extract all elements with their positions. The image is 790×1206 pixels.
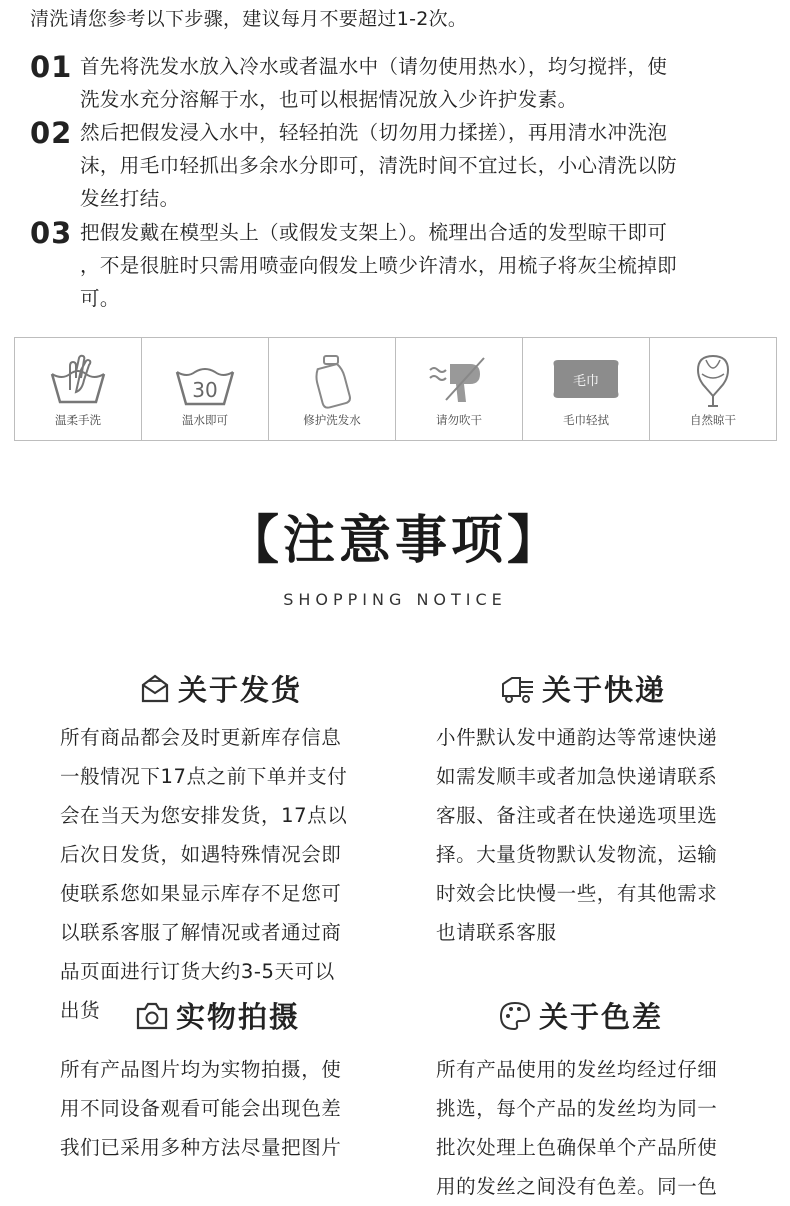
care-towel <box>522 337 650 441</box>
towel-icon <box>548 352 624 408</box>
care-label: 修护洗发水 <box>303 413 361 427</box>
body-line: 出货 <box>60 999 101 1022</box>
step-line: 把假发戴在模型头上（或假发支架上）。梳理出合适的发型晾干即可 <box>80 221 668 244</box>
section-heading-photo <box>134 995 300 1036</box>
body-line: 所有商品都会及时更新库存信息 <box>60 726 342 749</box>
step-line: 然后把假发浸入水中，轻轻拍洗（切勿用力揉搓），再用清水冲洗泡 <box>80 121 668 144</box>
section-heading-color <box>497 995 663 1036</box>
step-number: 01 <box>30 50 73 84</box>
temperature-text: 30 <box>192 378 218 402</box>
care-shampoo <box>268 337 396 441</box>
shampoo-bottle-icon <box>300 352 364 410</box>
step-line: 洗发水充分溶解于水，也可以根据情况放入少许护发素。 <box>80 88 578 111</box>
step-number: 03 <box>30 216 73 250</box>
step-line: 发丝打结。 <box>80 187 180 210</box>
body-line: 所有产品使用的发丝均经过仔细 <box>436 1058 718 1081</box>
hanging-dry-icon <box>688 352 738 410</box>
towel-text: 毛巾 <box>572 374 600 389</box>
body-line: 我们已采用多种方法尽量把图片 <box>60 1136 342 1159</box>
step-text <box>80 50 760 116</box>
notice-subtitle: SHOPPING NOTICE <box>283 590 507 609</box>
section-title: 关于发货 <box>178 673 303 707</box>
body-line: 后次日发货，如遇特殊情况会即 <box>60 843 342 866</box>
package-icon <box>138 672 172 706</box>
care-hand-wash <box>14 337 142 441</box>
section-heading-shipping <box>138 668 302 709</box>
step-text <box>80 216 760 315</box>
body-line: 以联系客服了解情况或者通过商 <box>60 921 342 944</box>
camera-icon <box>134 999 170 1033</box>
step-03 <box>30 216 760 315</box>
palette-icon <box>497 999 533 1033</box>
section-title: 实物拍摄 <box>176 1000 301 1034</box>
delivery-truck-icon <box>500 672 536 706</box>
care-instructions-row <box>14 337 776 441</box>
body-line: 小件默认发中通韵达等常速快递 <box>436 726 718 749</box>
body-line: 时效会比快慢一些，有其他需求 <box>436 882 718 905</box>
section-body-shipping <box>60 718 370 1030</box>
step-text <box>80 116 760 215</box>
intro-text: 清洗请您参考以下步骤，建议每月不要超过1-2次。 <box>30 8 468 30</box>
step-line: 可。 <box>80 287 120 310</box>
body-line: 如需发顺丰或者加急快递请联系 <box>436 765 718 788</box>
section-title: 关于色差 <box>539 1000 664 1034</box>
body-line: 一般情况下17点之前下单并支付 <box>60 765 348 788</box>
step-number: 02 <box>30 116 73 150</box>
care-label: 温柔手洗 <box>55 413 101 427</box>
care-label: 自然晾干 <box>690 413 736 427</box>
step-01 <box>30 50 760 116</box>
care-hang-dry <box>649 337 777 441</box>
step-line: ，不是很脏时只需用喷壶向假发上喷少许清水，用梳子将灰尘梳掉即 <box>80 254 678 277</box>
section-body-express <box>436 718 746 952</box>
care-label: 温水即可 <box>182 413 228 427</box>
step-line: 首先将洗发水放入冷水或者温水中（请勿使用热水），均匀搅拌，使 <box>80 55 668 78</box>
body-line: 用不同设备观看可能会出现色差 <box>60 1097 342 1120</box>
no-hair-dryer-icon <box>424 352 494 408</box>
section-title: 关于快递 <box>542 673 667 707</box>
section-body-photo <box>60 1050 370 1167</box>
body-line: 挑选，每个产品的发丝均为同一 <box>436 1097 718 1120</box>
body-line: 批次处理上色确保单个产品所使 <box>436 1136 718 1159</box>
hand-wash-icon <box>46 352 110 408</box>
care-label: 请勿吹干 <box>436 413 482 427</box>
body-line: 品页面进行订货大约3-5天可以 <box>60 960 335 983</box>
section-body-color <box>436 1050 746 1206</box>
notice-title: 【注意事项】 <box>226 511 563 571</box>
body-line: 择。大量货物默认发物流，运输 <box>436 843 718 866</box>
body-line: 也请联系客服 <box>436 921 557 944</box>
care-warm-water <box>141 337 269 441</box>
body-line: 所有产品图片均为实物拍摄，使 <box>60 1058 342 1081</box>
warm-water-30-icon <box>173 352 237 408</box>
step-02 <box>30 116 760 215</box>
body-line: 客服、备注或者在快递选项里选 <box>436 804 718 827</box>
body-line: 使联系您如果显示库存不足您可 <box>60 882 342 905</box>
care-label: 毛巾轻拭 <box>563 413 609 427</box>
care-no-dryer <box>395 337 523 441</box>
body-line: 用的发丝之间没有色差。同一色 <box>436 1175 718 1198</box>
section-heading-express <box>500 668 666 709</box>
body-line: 会在当天为您安排发货，17点以 <box>60 804 348 827</box>
step-line: 沫，用毛巾轻抓出多余水分即可，清洗时间不宜过长，小心清洗以防 <box>80 154 678 177</box>
